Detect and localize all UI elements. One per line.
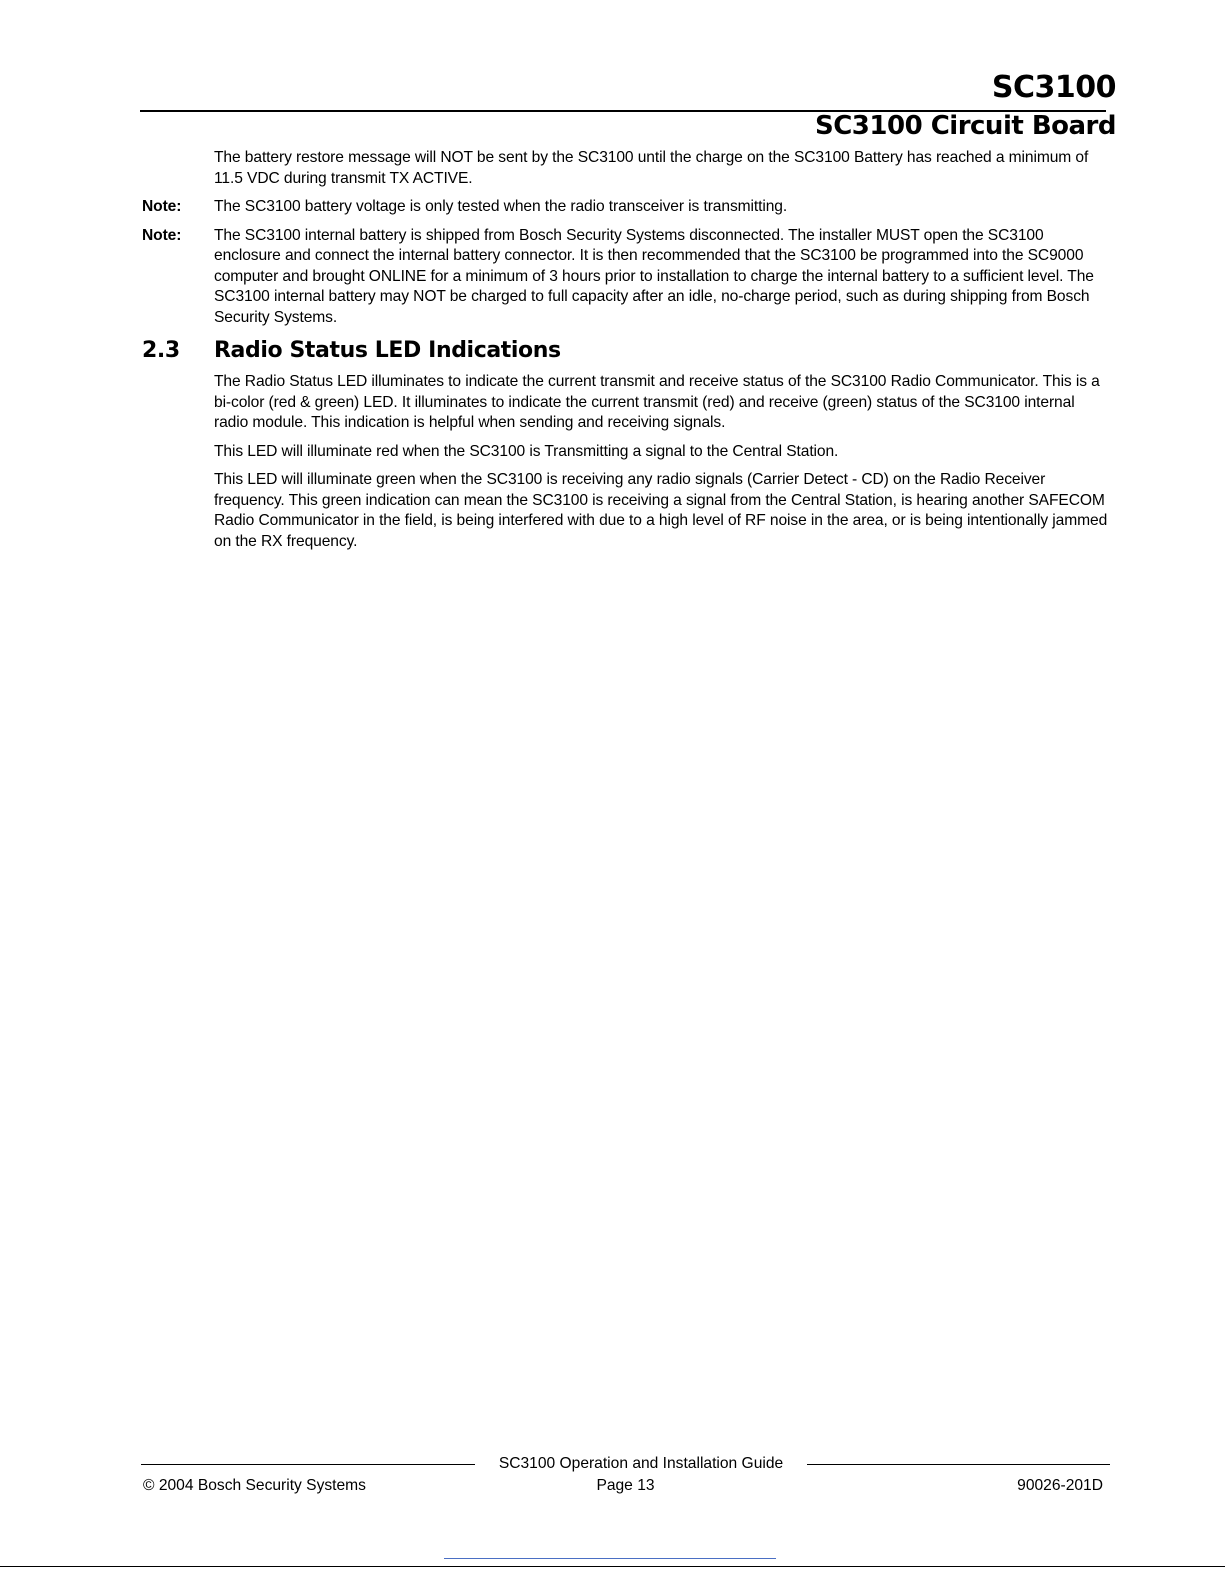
note-text: The SC3100 battery voltage is only tested when the radio transceiver is transmitting. <box>214 198 788 215</box>
section-heading <box>142 336 1110 366</box>
page-footer <box>141 1453 1110 1497</box>
body-content <box>142 148 1110 560</box>
footer-title-row <box>141 1453 1110 1475</box>
page-edge-marker <box>444 1558 776 1559</box>
footer-page-number: Page 13 <box>596 1477 655 1494</box>
section-number: 2.3 <box>142 338 180 363</box>
section-title: Radio Status LED Indications <box>214 338 561 363</box>
note-text: The SC3100 internal battery is shipped from Bosch Security Systems disconnected. The installer MUST open the SC3100 enclosure and connect the internal battery connector. It is then recommended that the SC3100 be programmed into the SC9000 computer and brought ONLINE for a minimum of 3 hours prior to installation to charge the internal battery to a sufficient level. The SC3100 internal battery may NOT be charged to full capacity after an idle, no-charge period, such as during shipping from Bosch Security Systems. <box>214 226 1094 326</box>
footer-rule-left <box>141 1464 475 1465</box>
footer-guide-title: SC3100 Operation and Installation Guide <box>498 1455 784 1472</box>
header-section-title: SC3100 Circuit Board <box>814 111 1116 141</box>
note-battery-voltage <box>142 197 1110 218</box>
footer-doc-number: 90026-201D <box>1017 1477 1103 1494</box>
footer-info-row <box>141 1475 1110 1497</box>
intro-paragraph: The battery restore message will NOT be sent by the SC3100 until the charge on the SC3100 Battery has reached a minimum of 11.5 VDC during transmit TX ACTIVE. <box>214 149 1089 187</box>
note-label: Note: <box>142 198 182 215</box>
header-product-title: SC3100 <box>991 70 1116 105</box>
note-label: Note: <box>142 226 182 244</box>
page-bottom-edge <box>0 1566 1225 1567</box>
footer-rule-right <box>807 1464 1110 1465</box>
led-red-paragraph: This LED will illuminate red when the SC3100 is Transmitting a signal to the Central Station. <box>214 442 839 460</box>
led-description-paragraph: The Radio Status LED illuminates to indicate the current transmit and receive status of the SC3100 Radio Communicator. This is a bi-color (red & green) LED. It illuminates to indicate the current transmit (red) and receive (green) status of the SC3100 internal radio module. This indication is helpful when sending and receiving signals. <box>214 373 1100 431</box>
footer-copyright: © 2004 Bosch Security Systems <box>143 1477 366 1494</box>
led-green-paragraph: This LED will illuminate green when the SC3100 is receiving any radio signals (Carrier Detect - CD) on the Radio Receiver frequency. This green indication can mean the SC3100 is receiving a signal from the Central Station, is hearing another SAFECOM Radio Communicator in the field, is being interfered with due to a high level of RF noise in the area, or is being intentionally jammed on the RX frequency. <box>214 471 1108 550</box>
note-internal-battery <box>142 226 1110 329</box>
